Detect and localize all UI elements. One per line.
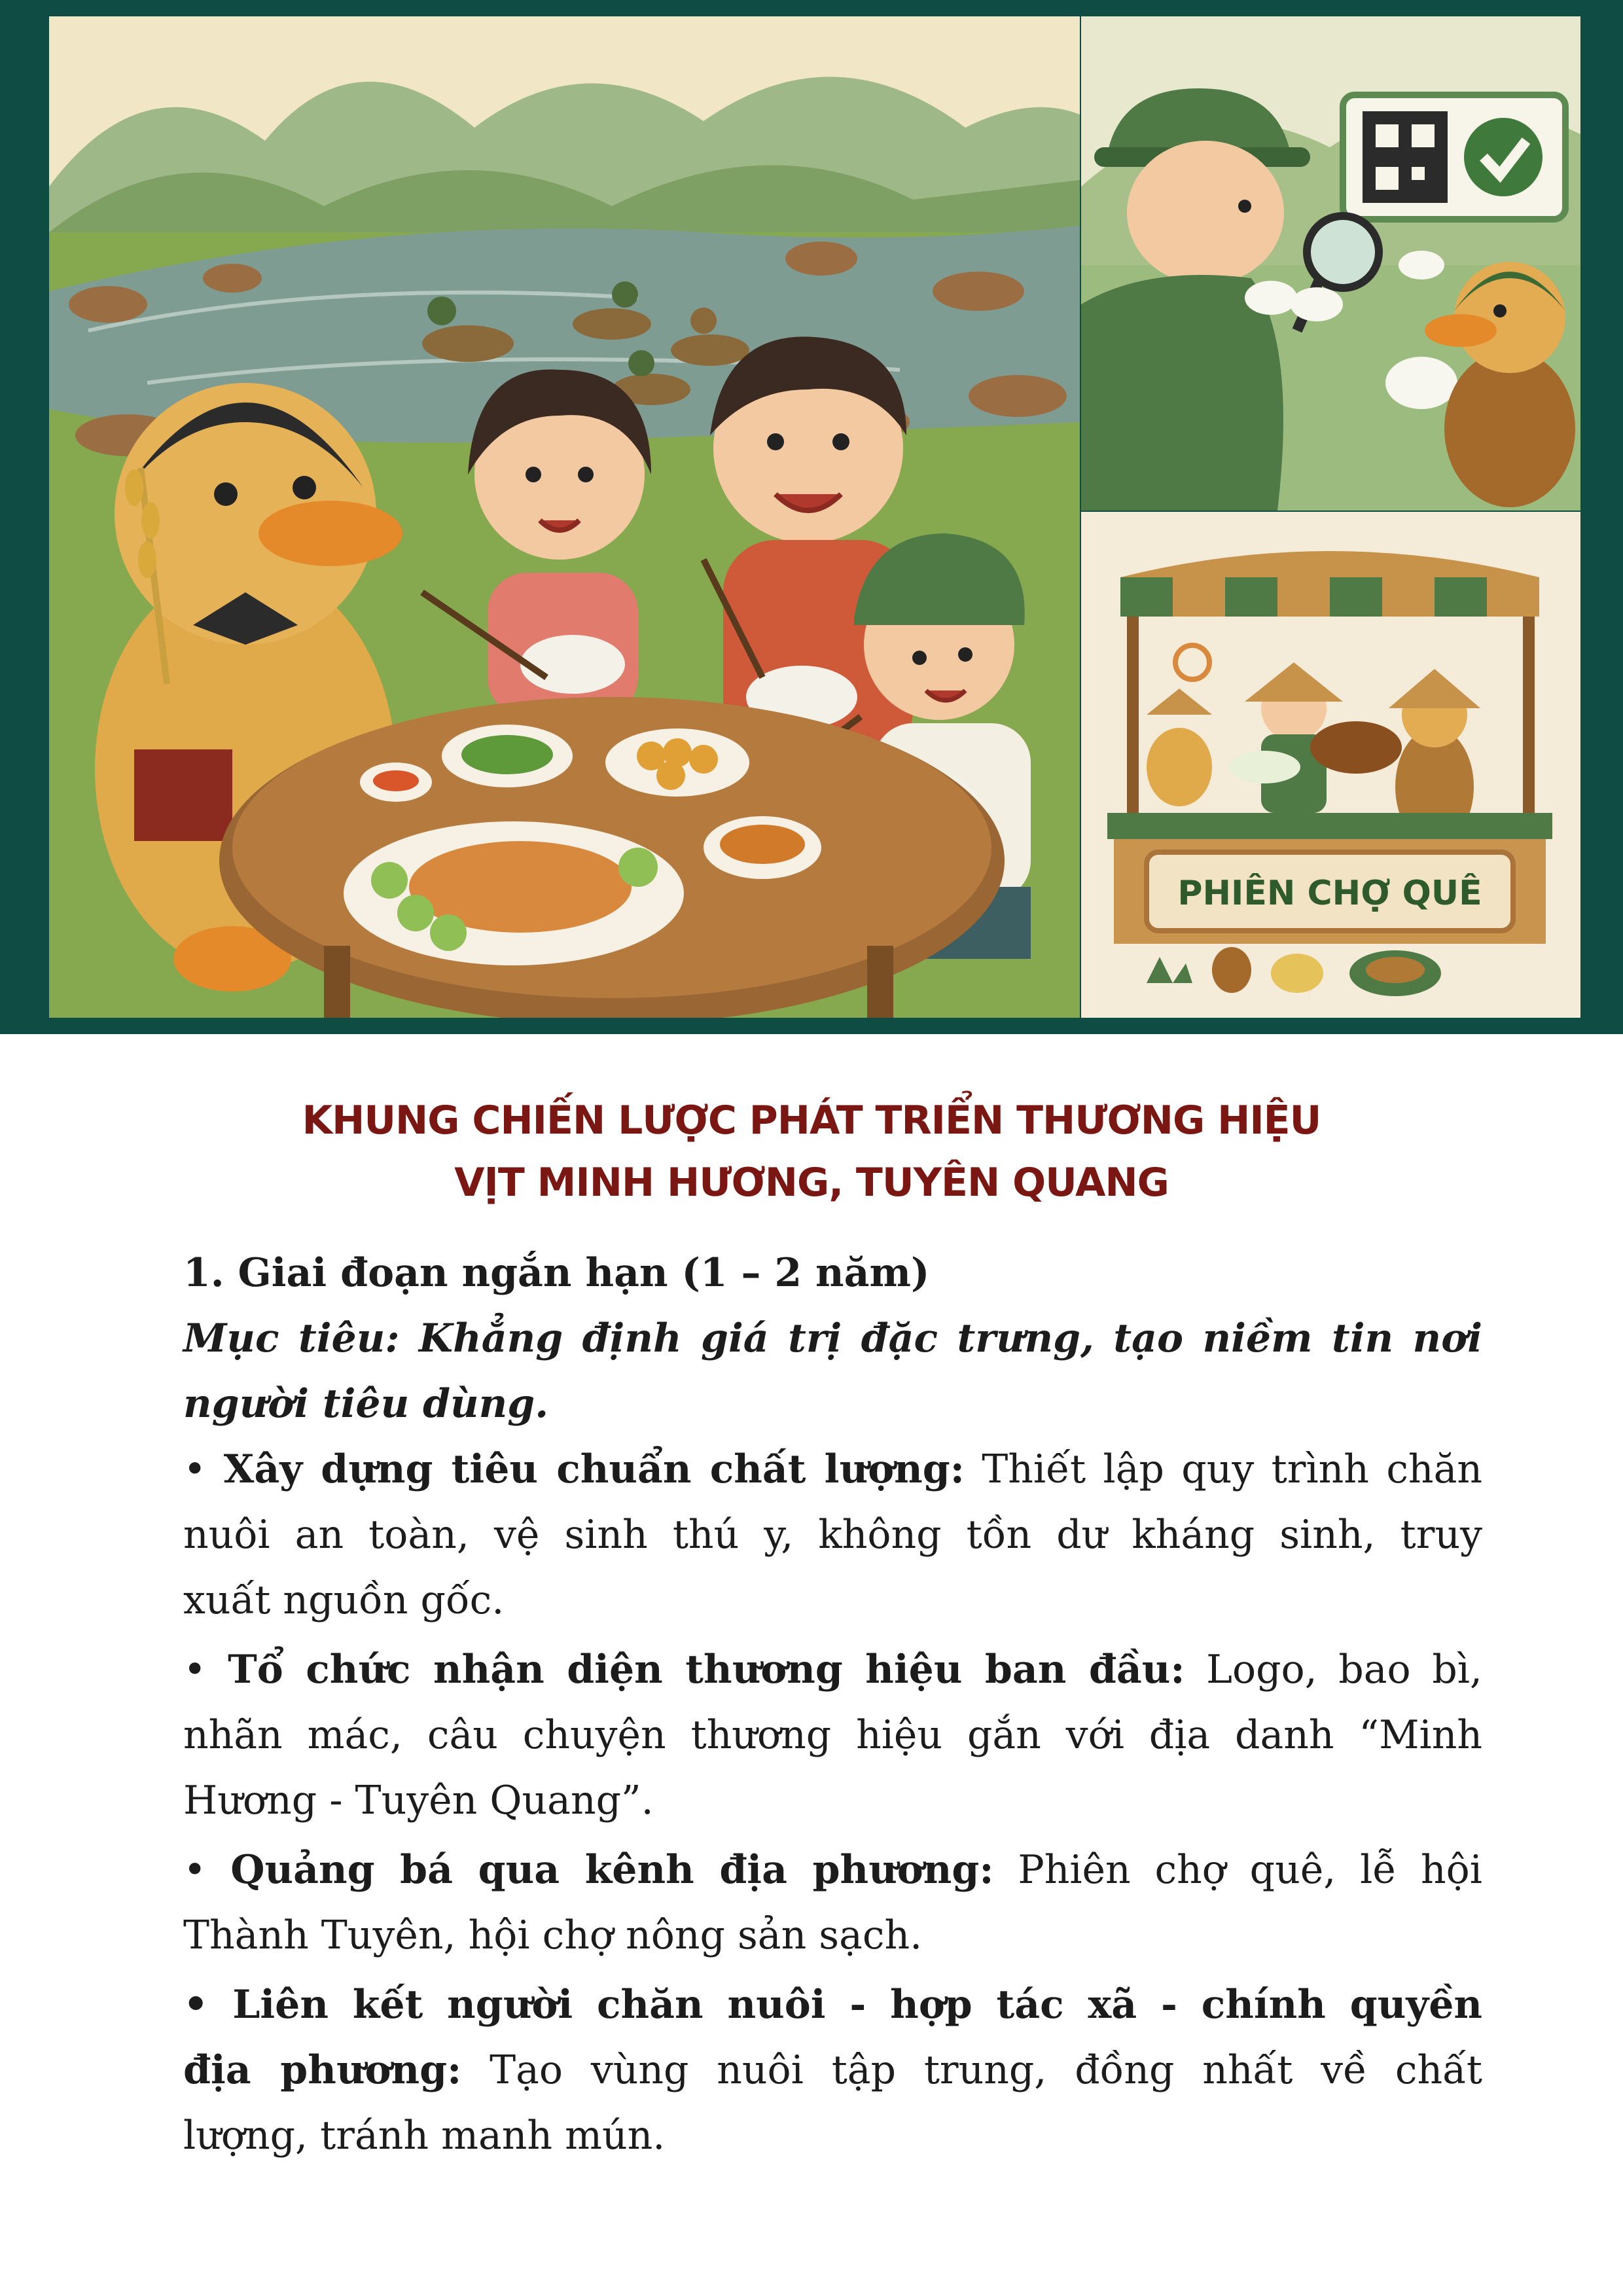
goal-line-1: Mục tiêu: Khẳng định giá trị đặc trưng, tạo niềm tin nơi [183, 1316, 1482, 1361]
traceability-qr-illustration [1081, 16, 1580, 511]
document-title [0, 1090, 1623, 1214]
illustration-banner [0, 0, 1623, 1034]
bullet-text: Thiết lập quy trình chăn [964, 1446, 1482, 1492]
bullet-label: Tổ chức nhận diện thương hiệu ban đầu: [228, 1647, 1185, 1693]
bullet-symbol: • [183, 1847, 207, 1893]
bullet-text-line: nuôi an toàn, vệ sinh thú y, không tồn dư kháng sinh, truy [183, 1512, 1482, 1558]
bullet-label-continued: địa phương: [183, 2047, 462, 2093]
bullet-text-line: Thành Tuyên, hội chợ nông sản sạch. [183, 1912, 923, 1958]
bullet-text-line: nhãn mác, câu chuyện thương hiệu gắn với địa danh “Minh [183, 1712, 1482, 1758]
title-line-2: VỊT MINH HƯƠNG, TUYÊN QUANG [454, 1160, 1169, 1206]
bullet-text-line: xuất nguồn gốc. [183, 1577, 505, 1623]
bullet-symbol: • [183, 1982, 209, 2028]
bullet-label: Liên kết người chăn nuôi - hợp tác xã - chính quyền [232, 1982, 1482, 2028]
family-meal-illustration [49, 16, 1080, 1018]
bullet-symbol: • [183, 1647, 207, 1693]
bullet-text-line [183, 2037, 1482, 2103]
goal-line-2: người tiêu dùng. [183, 1381, 549, 1427]
bullet-label: Xây dựng tiêu chuẩn chất lượng: [223, 1446, 965, 1492]
bullet-text-line: lượng, tránh manh mún. [183, 2113, 666, 2159]
market-sign-text: PHIÊN CHỢ QUÊ [1177, 874, 1482, 913]
bullet-text: Tạo vùng nuôi tập trung, đồng nhất về chất [461, 2047, 1482, 2093]
document-body [183, 1240, 1482, 2168]
bullet-text: Phiên chợ quê, lễ hội [993, 1847, 1482, 1893]
section-heading: 1. Giai đoạn ngắn hạn (1 – 2 năm) [183, 1250, 930, 1296]
bullet-text-line: Hương - Tuyên Quang”. [183, 1778, 654, 1823]
countryside-market-illustration [1081, 512, 1580, 1018]
bullet-text: Logo, bao bì, [1185, 1647, 1482, 1693]
bullet-item-linkage [183, 1972, 1482, 2037]
title-line-1: KHUNG CHIẾN LƯỢC PHÁT TRIỂN THƯƠNG HIỆU [302, 1098, 1321, 1143]
bullet-item-promotion [183, 1837, 1482, 1903]
bullet-symbol: • [183, 1446, 207, 1492]
bullet-label: Quảng bá qua kênh địa phương: [230, 1847, 994, 1893]
bullet-item-brand-identity [183, 1637, 1482, 1702]
bullet-item-quality [183, 1437, 1482, 1502]
